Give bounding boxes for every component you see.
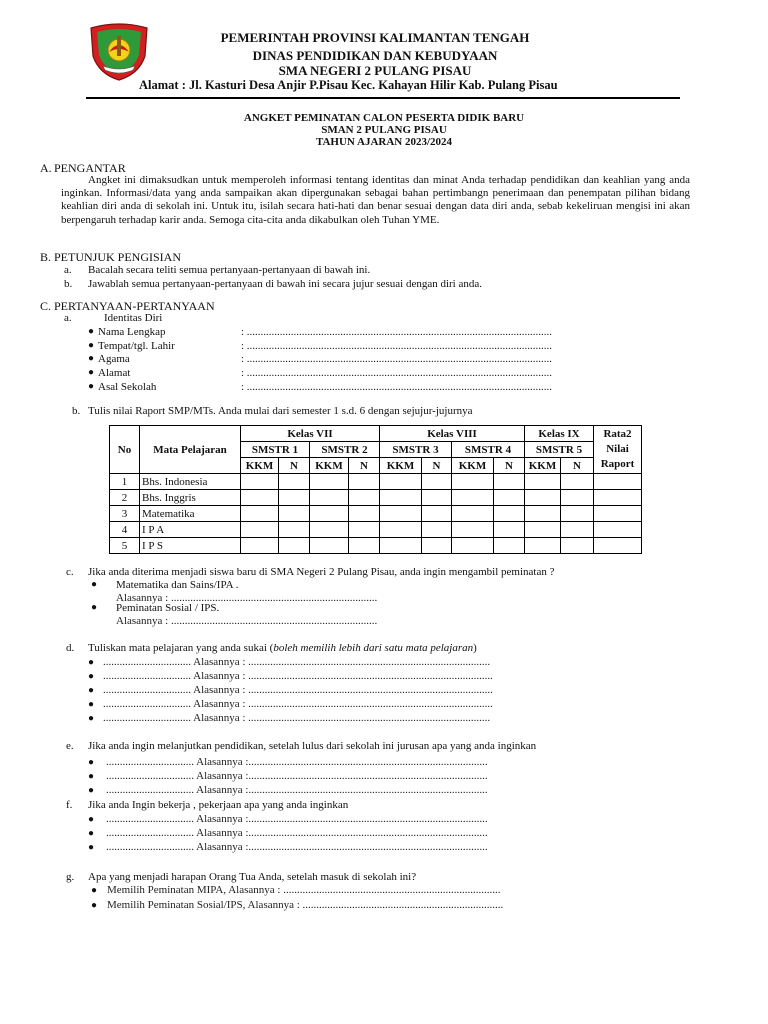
- bullet-icon: ●: [91, 579, 98, 590]
- instruction-text-b: Jawablah semua pertanyaan-pertanyaan di bawah ini secara jujur sesuai dengan diri anda.: [88, 278, 483, 290]
- grade-cell[interactable]: [422, 490, 452, 506]
- average-header-line: Raport: [600, 458, 635, 470]
- bullet-icon: ●: [88, 671, 95, 682]
- grade-cell[interactable]: [422, 474, 452, 490]
- table-header-n: N: [422, 458, 452, 474]
- table-header-n: N: [279, 458, 310, 474]
- option-ipa-reason[interactable]: Alasannya : ...........................................................................: [116, 592, 378, 604]
- grade-cell[interactable]: [525, 474, 561, 490]
- form-title-line-1: ANGKET PEMINATAN CALON PESERTA DIDIK BARU: [243, 112, 525, 124]
- bullet-icon: ●: [88, 340, 95, 351]
- row-number: 2: [110, 490, 140, 506]
- grade-cell[interactable]: [561, 490, 594, 506]
- question-d-text: [88, 642, 477, 654]
- table-row: [110, 522, 642, 538]
- grade-cell[interactable]: [494, 538, 525, 554]
- average-header-line: Rata2: [603, 428, 632, 440]
- question-f-marker: f.: [66, 799, 73, 811]
- grade-cell[interactable]: [241, 538, 279, 554]
- question-d-text-italic: boleh memilih lebih dari satu mata pelajaran: [273, 642, 474, 654]
- grade-cell[interactable]: [349, 490, 380, 506]
- answer-line[interactable]: ................................ Alasannya : ........................................................................................: [103, 712, 491, 724]
- section-a-paragraph: Angket ini dimaksudkan untuk memperoleh informasi tentang identitas dan minat Anda terhadap pendidikan dan keahlian yang anda inginkan. Informasi/data yang anda sampaikan akan dipergunakan sebagai bahan pertimbangn penerimaan dan penempatan pilihan bidang keahlian diri anda di sekolah ini. Untuk itu, isilah secara hati-hati dan benar sesuai dengan data diri anda, sebab kekeliruan mengisi ini akan berpengaruh terhadap karir anda. Semoga cita-cita anda dikabulkan oleh Tuhan YME.: [61, 174, 690, 226]
- question-d-marker: d.: [66, 642, 75, 654]
- row-number: 4: [110, 522, 140, 538]
- grade-cell[interactable]: [279, 522, 310, 538]
- grade-cell[interactable]: [279, 474, 310, 490]
- grade-cell[interactable]: [380, 474, 422, 490]
- grade-cell[interactable]: [279, 490, 310, 506]
- question-g-text: Apa yang menjadi harapan Orang Tua Anda, setelah masuk di sekolah ini?: [88, 871, 417, 883]
- bullet-icon: ●: [88, 685, 95, 696]
- table-header-subject: Mata Pelajaran: [140, 426, 241, 474]
- question-e-text: Jika anda ingin melanjutkan pendidikan, setelah lulus dari sekolah ini jurusan apa yang anda inginkan: [88, 740, 537, 752]
- grade-cell[interactable]: [561, 474, 594, 490]
- bullet-icon: ●: [88, 757, 95, 768]
- field-input-school[interactable]: : ...............................................................................................................: [241, 381, 553, 393]
- bullet-icon: ●: [88, 828, 95, 839]
- answer-line[interactable]: Memilih Peminatan Sosial/IPS, Alasannya : .........................................................................: [107, 899, 504, 911]
- section-a-heading: PENGANTAR: [54, 161, 126, 175]
- bullet-icon: ●: [88, 381, 95, 392]
- row-subject: Matematika: [140, 506, 241, 522]
- bullet-icon: ●: [88, 785, 95, 796]
- header-line-2: DINAS PENDIDIKAN DAN KEBUDYAAN: [252, 48, 498, 63]
- section-c-heading: PERTANYAAN-PERTANYAAN: [54, 299, 215, 313]
- header-divider: [86, 97, 680, 99]
- answer-line[interactable]: ................................ Alasannya :.......................................................................................: [106, 813, 488, 825]
- table-header-semester-2: SMSTR 2: [310, 442, 380, 458]
- average-header-line: Nilai: [606, 443, 629, 455]
- table-header-class-8: Kelas VIII: [380, 426, 525, 442]
- grade-cell[interactable]: [452, 538, 494, 554]
- table-header-semester-3: SMSTR 3: [380, 442, 452, 458]
- grade-cell[interactable]: [452, 506, 494, 522]
- bullet-icon: ●: [88, 326, 95, 337]
- grade-cell[interactable]: [310, 538, 349, 554]
- grade-cell[interactable]: [494, 490, 525, 506]
- grade-cell[interactable]: [452, 522, 494, 538]
- table-header-kkm: KKM: [241, 458, 279, 474]
- grade-cell[interactable]: [349, 506, 380, 522]
- bullet-icon: ●: [88, 771, 95, 782]
- grade-cell[interactable]: [422, 506, 452, 522]
- grade-cell[interactable]: [561, 522, 594, 538]
- form-title-line-2: SMAN 2 PULANG PISAU: [321, 124, 447, 136]
- answer-line[interactable]: ................................ Alasannya :.......................................................................................: [106, 827, 488, 839]
- table-row: [110, 474, 642, 490]
- grade-cell[interactable]: [380, 522, 422, 538]
- grade-cell[interactable]: [380, 538, 422, 554]
- field-label-school: Asal Sekolah: [98, 381, 157, 393]
- average-cell[interactable]: [594, 538, 642, 554]
- average-cell[interactable]: [594, 506, 642, 522]
- grade-cell[interactable]: [241, 522, 279, 538]
- answer-line[interactable]: ................................ Alasannya :.......................................................................................: [106, 756, 488, 768]
- bullet-icon: ●: [88, 814, 95, 825]
- table-header-no: No: [110, 426, 140, 474]
- field-label-address: Alamat: [98, 367, 131, 379]
- question-f-text: Jika anda Ingin bekerja , pekerjaan apa yang anda inginkan: [88, 799, 349, 811]
- answer-line[interactable]: ................................ Alasannya : .........................................................................................: [103, 684, 493, 696]
- question-c-text: Jika anda diterima menjadi siswa baru di SMA Negeri 2 Pulang Pisau, anda ingin mengambil peminatan ?: [88, 566, 555, 578]
- grade-cell[interactable]: [310, 474, 349, 490]
- row-number: 1: [110, 474, 140, 490]
- grade-cell[interactable]: [452, 474, 494, 490]
- grade-cell[interactable]: [525, 490, 561, 506]
- question-e-marker: e.: [66, 740, 74, 752]
- average-cell[interactable]: [594, 522, 642, 538]
- grade-cell[interactable]: [241, 506, 279, 522]
- bullet-icon: ●: [88, 657, 95, 668]
- grade-cell[interactable]: [310, 506, 349, 522]
- grade-cell[interactable]: [422, 538, 452, 554]
- question-d-text-post: ): [473, 642, 477, 654]
- row-number: 3: [110, 506, 140, 522]
- row-subject: Bhs. Inggris: [140, 490, 241, 506]
- option-ips-label: Peminatan Sosial / IPS.: [116, 602, 220, 614]
- bullet-icon: ●: [91, 602, 98, 613]
- question-d-text-pre: Tuliskan mata pelajaran yang anda sukai (: [88, 642, 274, 654]
- grade-cell[interactable]: [525, 522, 561, 538]
- grade-cell[interactable]: [310, 490, 349, 506]
- bullet-icon: ●: [88, 367, 95, 378]
- table-header-semester-1: SMSTR 1: [241, 442, 310, 458]
- grade-cell[interactable]: [349, 522, 380, 538]
- section-c-label: C.: [40, 299, 52, 313]
- grade-cell[interactable]: [349, 474, 380, 490]
- table-header-n: N: [494, 458, 525, 474]
- grade-cell[interactable]: [241, 490, 279, 506]
- table-header-kkm: KKM: [452, 458, 494, 474]
- grade-cell[interactable]: [494, 474, 525, 490]
- grade-cell[interactable]: [494, 506, 525, 522]
- answer-line[interactable]: ................................ Alasannya : ........................................................................................: [103, 656, 491, 668]
- table-header-class-9: Kelas IX: [525, 426, 594, 442]
- grade-cell[interactable]: [561, 506, 594, 522]
- table-header-kkm: KKM: [310, 458, 349, 474]
- question-c-marker: c.: [66, 566, 74, 578]
- grade-cell[interactable]: [279, 538, 310, 554]
- header-line-3: SMA NEGERI 2 PULANG PISAU: [278, 63, 472, 78]
- grade-cell[interactable]: [561, 538, 594, 554]
- table-header-class-7: Kelas VII: [241, 426, 380, 442]
- table-header-semester-4: SMSTR 4: [452, 442, 525, 458]
- header-line-1: PEMERINTAH PROVINSI KALIMANTAN TENGAH: [220, 30, 530, 45]
- instruction-marker-a: a.: [64, 264, 72, 276]
- row-subject: Bhs. Indonesia: [140, 474, 241, 490]
- field-input-religion[interactable]: : ...............................................................................................................: [241, 353, 553, 365]
- form-title-line-3: TAHUN AJARAN 2023/2024: [315, 136, 453, 148]
- field-input-name[interactable]: : ...............................................................................................................: [241, 326, 553, 338]
- answer-line[interactable]: ................................ Alasannya : .........................................................................................: [103, 698, 493, 710]
- raport-instruction: Tulis nilai Raport SMP/MTs. Anda mulai dari semester 1 s.d. 6 dengan sejujur-jujurnya: [88, 405, 473, 417]
- section-b-label: B.: [40, 250, 52, 264]
- answer-line[interactable]: ................................ Alasannya : .........................................................................................: [103, 670, 493, 682]
- grade-cell[interactable]: [494, 522, 525, 538]
- grade-cell[interactable]: [452, 490, 494, 506]
- answer-line[interactable]: Memilih Peminatan MIPA, Alasannya : ...............................................................................: [107, 884, 501, 896]
- row-subject: I P S: [140, 538, 241, 554]
- identity-title: Identitas Diri: [104, 312, 163, 324]
- field-label-name: Nama Lengkap: [98, 326, 166, 338]
- field-input-birth[interactable]: : ...............................................................................................................: [241, 340, 553, 352]
- field-label-birth: Tempat/tgl. Lahir: [98, 340, 175, 352]
- option-ips-reason[interactable]: Alasannya : ...........................................................................: [116, 615, 378, 627]
- table-header-kkm: KKM: [380, 458, 422, 474]
- table-header-semester-5: SMSTR 5: [525, 442, 594, 458]
- grade-cell[interactable]: [279, 506, 310, 522]
- bullet-icon: ●: [88, 842, 95, 853]
- grade-cell[interactable]: [525, 506, 561, 522]
- field-input-address[interactable]: : ...............................................................................................................: [241, 367, 553, 379]
- table-header-average: [594, 426, 642, 474]
- grade-cell[interactable]: [525, 538, 561, 554]
- bullet-icon: ●: [88, 353, 95, 364]
- header-address: Alamat : Jl. Kasturi Desa Anjir P.Pisau Kec. Kahayan Hilir Kab. Pulang Pisau: [139, 78, 558, 92]
- table-row: [110, 538, 642, 554]
- row-subject: I P A: [140, 522, 241, 538]
- row-number: 5: [110, 538, 140, 554]
- bullet-icon: ●: [88, 713, 95, 724]
- grade-cell[interactable]: [310, 522, 349, 538]
- table-row: [110, 506, 642, 522]
- section-b-heading: PETUNJUK PENGISIAN: [54, 250, 182, 264]
- grade-cell[interactable]: [422, 522, 452, 538]
- average-cell[interactable]: [594, 490, 642, 506]
- answer-line[interactable]: ................................ Alasannya :.......................................................................................: [106, 841, 488, 853]
- option-ipa-label: Matematika dan Sains/IPA .: [116, 579, 239, 591]
- bullet-icon: ●: [91, 885, 98, 896]
- table-header-kkm: KKM: [525, 458, 561, 474]
- provincial-emblem-logo: [87, 22, 151, 82]
- grade-cell[interactable]: [380, 506, 422, 522]
- bullet-icon: ●: [88, 699, 95, 710]
- answer-line[interactable]: ................................ Alasannya :.......................................................................................: [106, 770, 488, 782]
- instruction-marker-b: b.: [64, 278, 73, 290]
- grade-cell[interactable]: [241, 474, 279, 490]
- section-a-label: A.: [40, 161, 52, 175]
- average-cell[interactable]: [594, 474, 642, 490]
- table-row: [110, 490, 642, 506]
- table-header-n: N: [349, 458, 380, 474]
- field-label-religion: Agama: [98, 353, 130, 365]
- raport-table: [109, 425, 642, 554]
- raport-marker: b.: [72, 405, 81, 417]
- grade-cell[interactable]: [380, 490, 422, 506]
- table-header-n: N: [561, 458, 594, 474]
- question-g-marker: g.: [66, 871, 75, 883]
- identity-marker: a.: [64, 312, 72, 324]
- instruction-text-a: Bacalah secara teliti semua pertanyaan-pertanyaan di bawah ini.: [88, 264, 371, 276]
- answer-line[interactable]: ................................ Alasannya :.......................................................................................: [106, 784, 488, 796]
- grade-cell[interactable]: [349, 538, 380, 554]
- bullet-icon: ●: [91, 900, 98, 911]
